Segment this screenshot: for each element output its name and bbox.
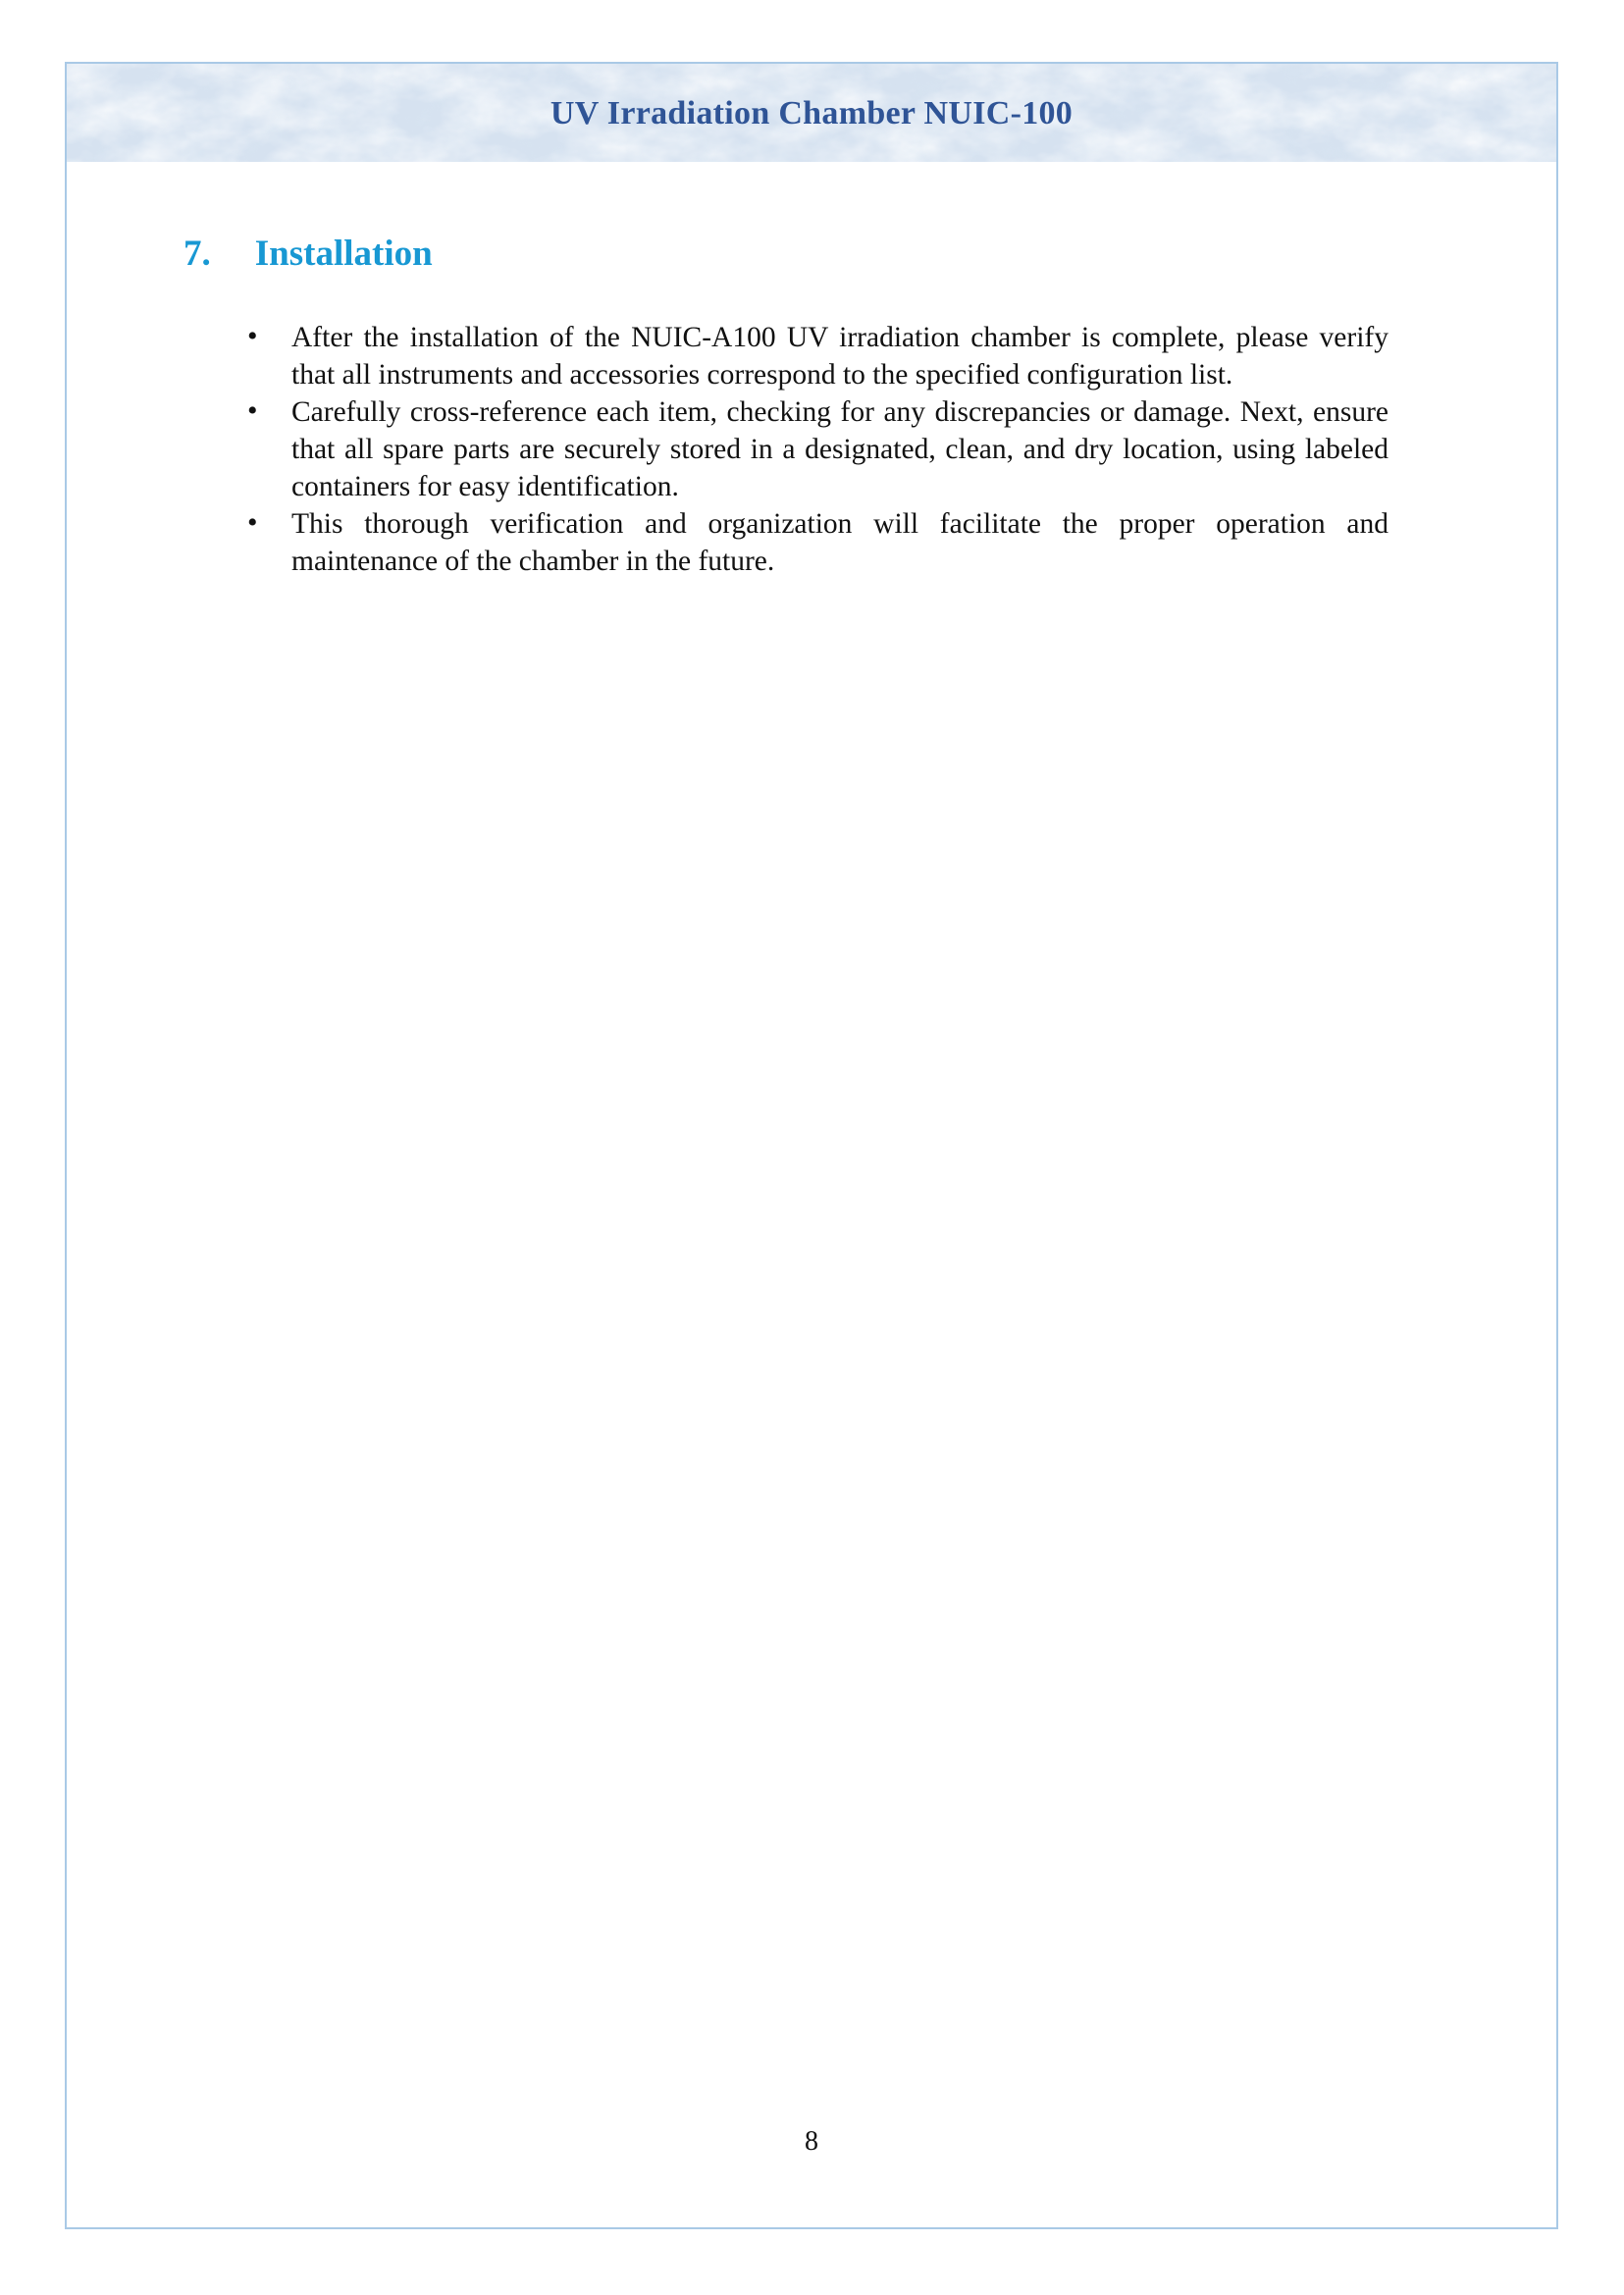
page-number: 8 (805, 2126, 818, 2157)
header-banner (67, 64, 1556, 162)
bullet-icon: • (247, 394, 258, 428)
bullet-list (245, 319, 1388, 580)
section-number: 7. (183, 234, 211, 274)
page-frame (65, 62, 1558, 2229)
document-title: UV Irradiation Chamber NUIC-100 (550, 95, 1074, 131)
list-item-text: After the installation of the NUIC-A100 UV irradiation chamber is complete, please verify that all instruments and accessories correspond to the specified configuration list. (291, 322, 1388, 391)
section-heading (183, 233, 1434, 276)
list-item-text: This thorough verification and organization will facilitate the proper operation and maintenance of the chamber in the future. (291, 508, 1388, 578)
list-item (245, 393, 1388, 505)
list-item (245, 319, 1388, 393)
page-content (67, 233, 1556, 580)
bullet-icon: • (247, 506, 258, 540)
bullet-icon: • (247, 320, 258, 353)
section-title: Installation (254, 234, 433, 274)
list-item (245, 505, 1388, 580)
list-item-text: Carefully cross-reference each item, checking for any discrepancies or damage. Next, ensure that all spare parts are securely stored in a designated, clean, and dry location, using labeled containers for easy identification. (291, 396, 1388, 503)
